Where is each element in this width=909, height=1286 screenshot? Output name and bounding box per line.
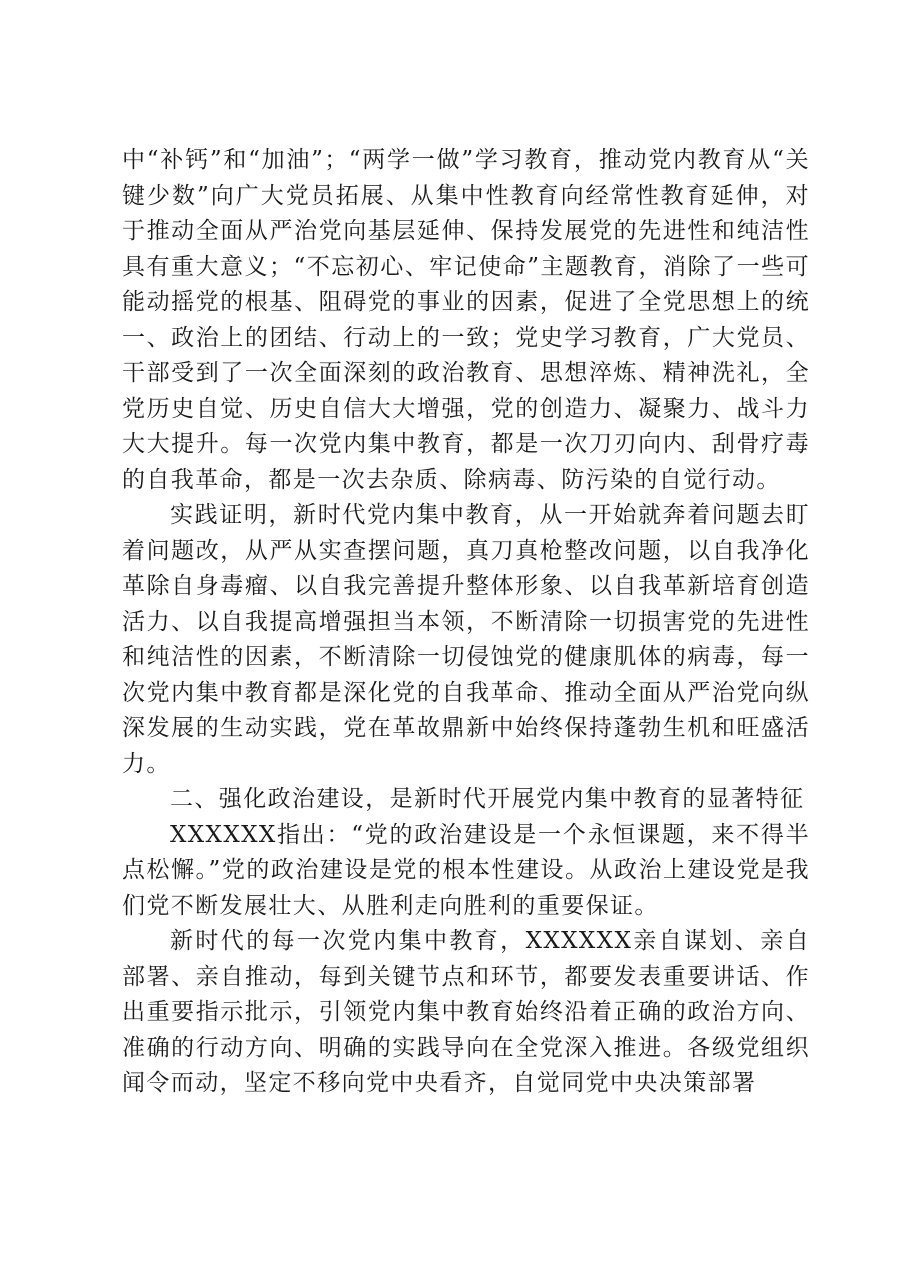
document-body (122, 143, 810, 1102)
paragraph-4: 新时代的每一次党内集中教育，XXXXXX亲自谋划、亲自部署、亲自推动，每到关键节点和环节，都要发表重要讲话、作出重要指示批示，引领党内集中教育始终沿着正确的政治方向、准确的行动方向、明确的实践导向在全党深入推进。各级党组织闻令而动，坚定不移向党中央看齐，自觉同党中央决策部署 (122, 928, 810, 1096)
paragraph-3: XXXXXX指出：“党的政治建设是一个永恒课题，来不得半点松懈。”党的政治建设是党的根本性建设。从政治上建设党是我们党不断发展壮大、从胜利走向胜利的重要保证。 (122, 821, 810, 919)
paragraph-2: 实践证明，新时代党内集中教育，从一开始就奔着问题去盯着问题改，从严从实查摆问题，真刀真枪整改问题，以自我净化革除自身毒瘤、以自我完善提升整体形象、以自我革新培育创造活力、以自我提高增强担当本领，不断清除一切损害党的先进性和纯洁性的因素，不断清除一切侵蚀党的健康肌体的病毒，每一次党内集中教育都是深化党的自我革命、推动全面从严治党向纵深发展的生动实践，党在革故鼎新中始终保持蓬勃生机和旺盛活力。 (122, 502, 810, 777)
section-heading: 二、强化政治建设，是新时代开展党内集中教育的显著特征 (170, 786, 805, 812)
paragraph-1: 中“补钙”和“加油”；“两学一做”学习教育，推动党内教育从“关键少数”向广大党员拓展、从集中性教育向经常性教育延伸，对于推动全面从严治党向基层延伸、保持发展党的先进性和纯洁性具有重大意义；“不忘初心、牢记使命”主题教育，消除了一些可能动摇党的根基、阻碍党的事业的因素，促进了全党思想上的统一、政治上的团结、行动上的一致；党史学习教育，广大党员、干部受到了一次全面深刻的政治教育、思想淬炼、精神洗礼，全党历史自觉、历史自信大大增强，党的创造力、凝聚力、战斗力大大提升。每一次党内集中教育，都是一次刀刃向内、刮骨疗毒的自我革命，都是一次去杂质、除病毒、防污染的自觉行动。 (122, 147, 810, 493)
